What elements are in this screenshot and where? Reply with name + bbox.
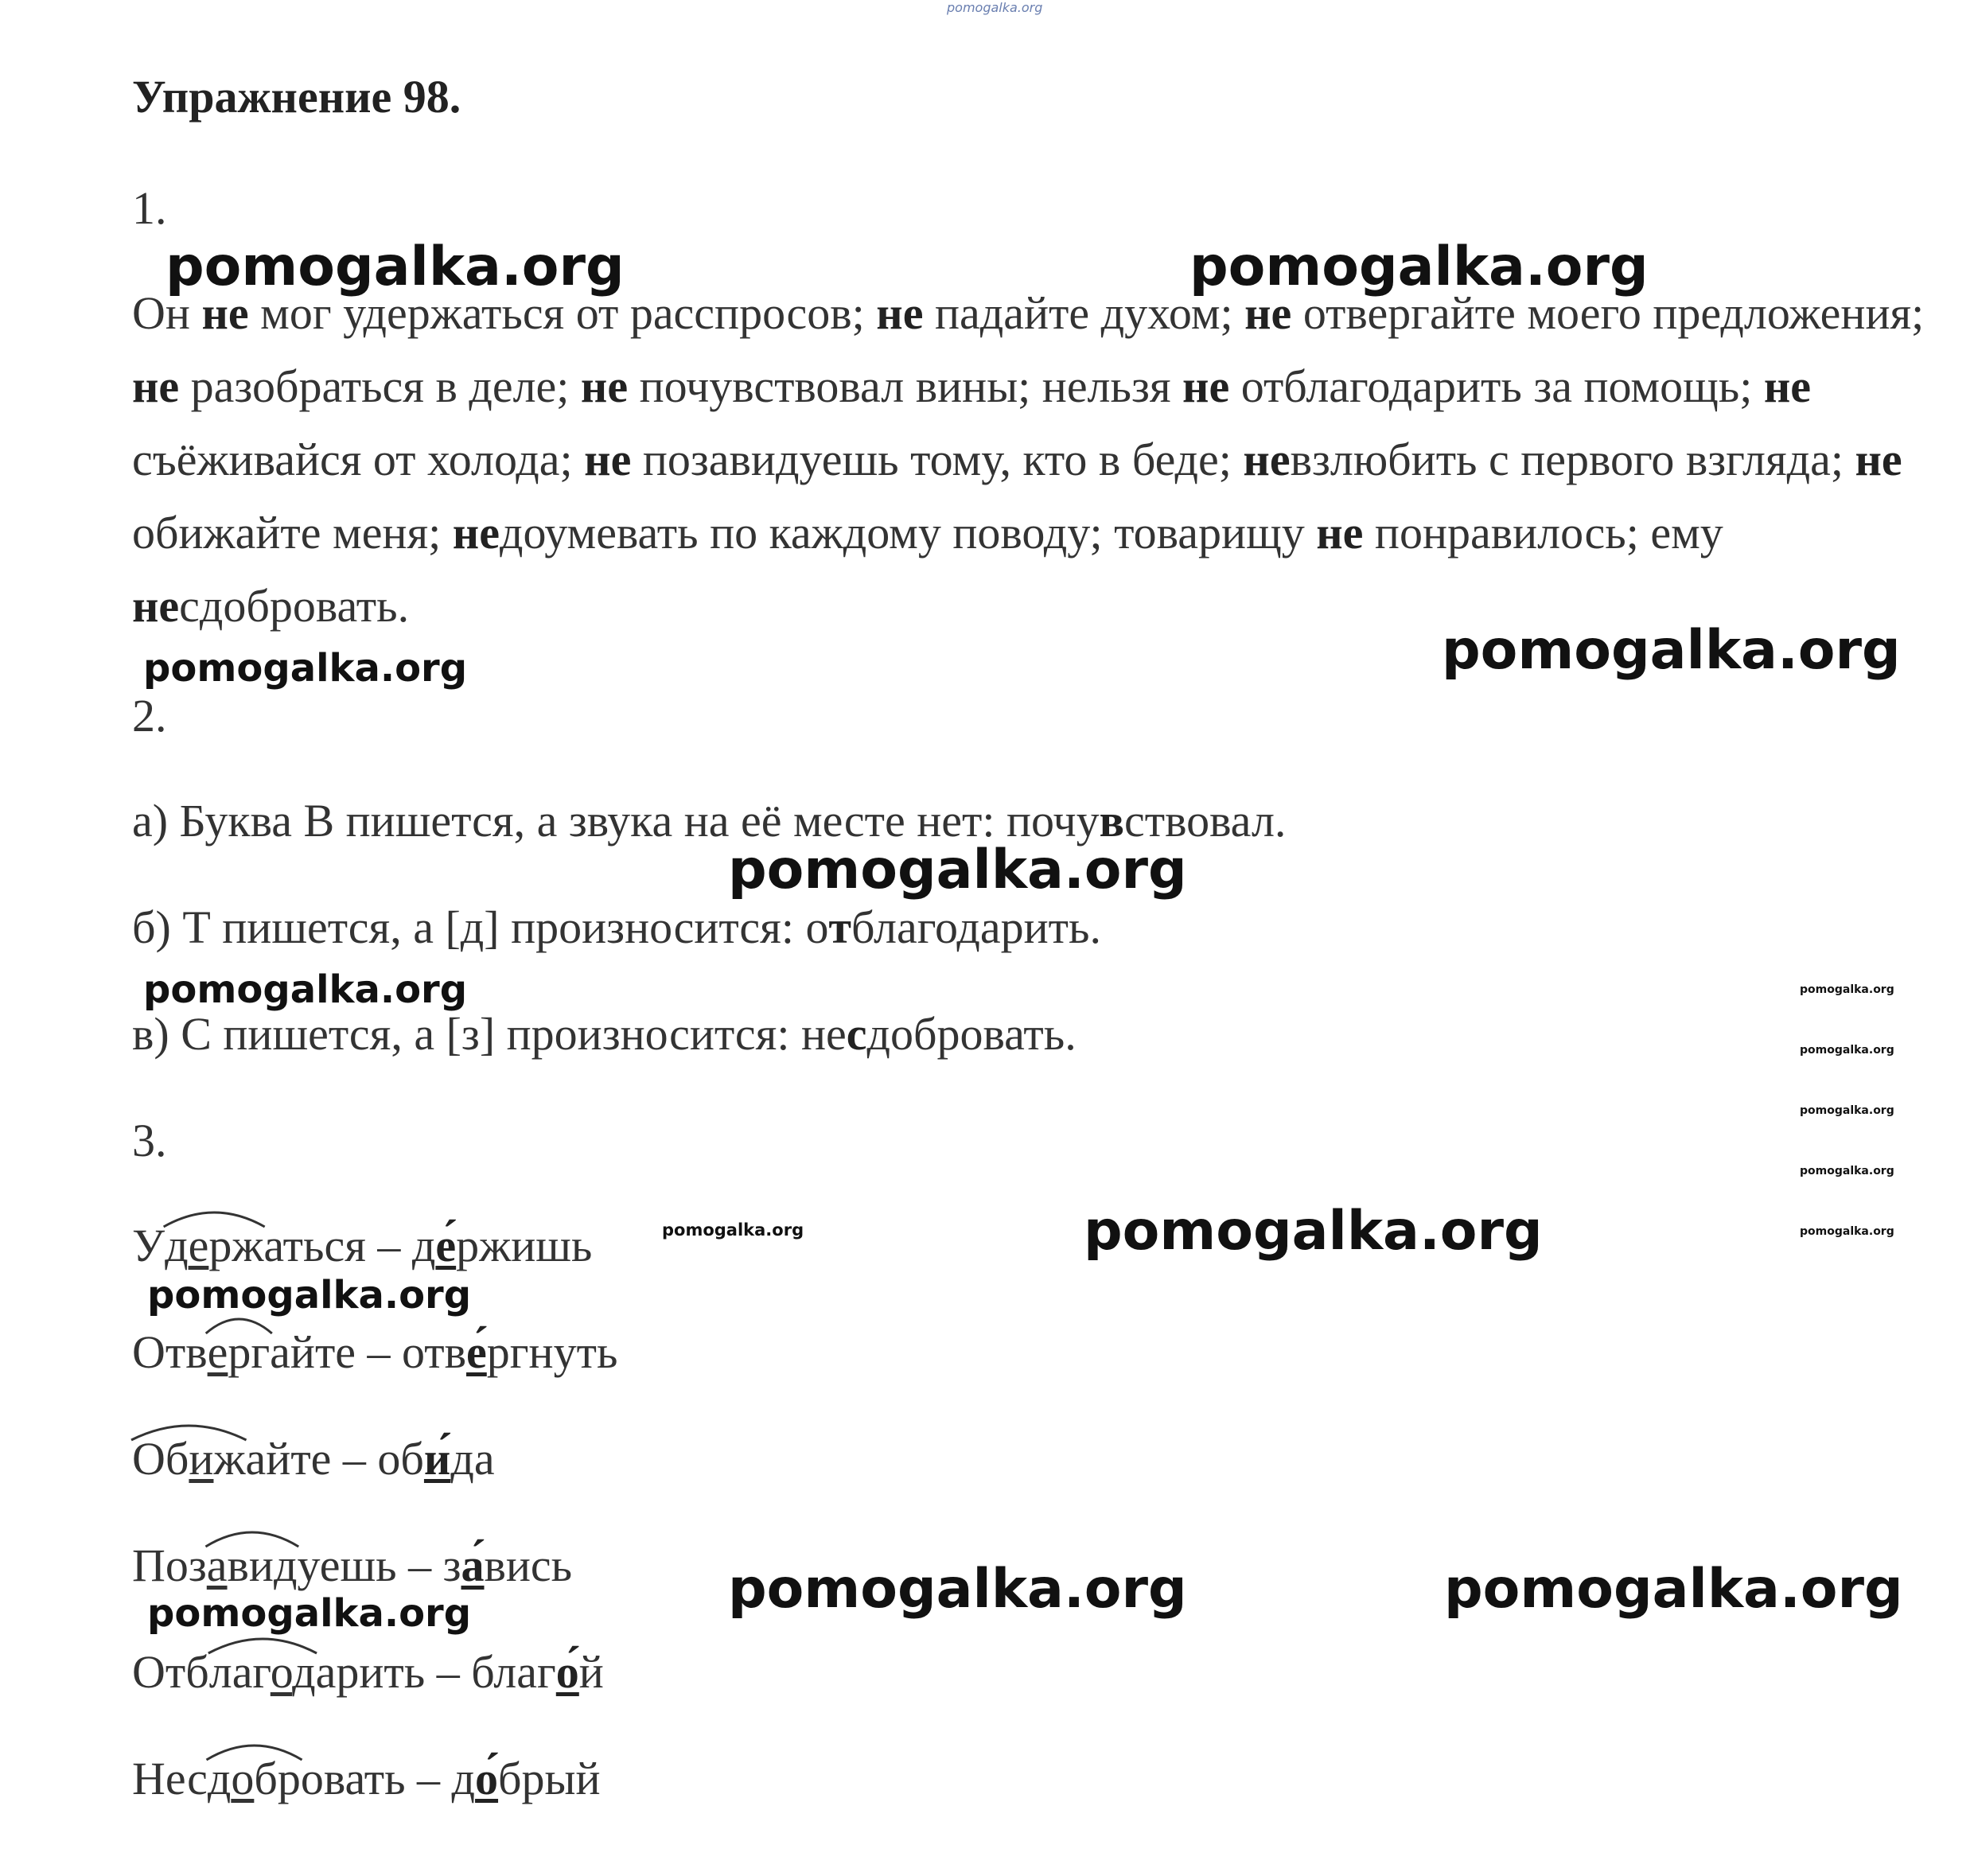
word-ending: айте bbox=[245, 1433, 332, 1485]
watermark: pomogalka.org bbox=[728, 1558, 1187, 1621]
dash: – bbox=[425, 1646, 472, 1698]
dash: – bbox=[331, 1433, 378, 1485]
unstressed-vowel: а bbox=[206, 1539, 228, 1591]
bold-particle: не bbox=[201, 287, 249, 339]
word-ending: аться bbox=[263, 1220, 366, 1271]
text-run: отвергайте моего предложения; bbox=[1291, 287, 1925, 339]
stressed-vowel: е́ bbox=[435, 1220, 457, 1271]
item-b-text: б) Т пишется, а [д] произносится: о bbox=[132, 901, 829, 953]
word-prefix: Нес bbox=[132, 1753, 208, 1804]
word-ending: уешь bbox=[297, 1539, 397, 1591]
word-root bbox=[209, 1645, 316, 1699]
unstressed-vowel: о bbox=[231, 1753, 255, 1804]
watermark: pomogalka.org bbox=[1800, 1044, 1894, 1057]
stressed-vowel: и́ bbox=[423, 1433, 451, 1485]
check-word-end: ргнуть bbox=[486, 1326, 618, 1378]
root-part: ж bbox=[213, 1433, 246, 1485]
dash: – bbox=[356, 1326, 403, 1378]
text-run: доумевать по каждому поводу; товарищу bbox=[499, 507, 1317, 559]
stressed-vowel: о́ bbox=[475, 1753, 499, 1804]
bold-particle: не bbox=[1243, 434, 1291, 485]
root-part: д bbox=[165, 1220, 189, 1271]
bold-particle: не bbox=[1316, 507, 1364, 559]
item-a-tail: ствовал. bbox=[1123, 795, 1287, 847]
dash: – bbox=[365, 1220, 412, 1271]
root-part: рж bbox=[208, 1220, 264, 1271]
check-word-start: об bbox=[377, 1433, 424, 1485]
word-root bbox=[208, 1325, 271, 1379]
watermark: pomogalka.org bbox=[1444, 1558, 1903, 1621]
section-3-number: 3. bbox=[132, 1115, 167, 1166]
text-run: разобраться в деле; bbox=[179, 360, 581, 412]
word-ending: арить bbox=[315, 1646, 426, 1698]
bold-particle: не bbox=[1244, 287, 1292, 339]
bold-particle: не bbox=[1855, 434, 1902, 485]
item-b-tail: благодарить. bbox=[851, 901, 1101, 953]
watermark: pomogalka.org bbox=[1800, 1225, 1894, 1238]
watermark: pomogalka.org bbox=[1189, 235, 1649, 298]
unstressed-vowel: е bbox=[188, 1220, 209, 1271]
text-run: съёживайся от холода; bbox=[132, 434, 585, 485]
text-run: обижайте меня; bbox=[132, 507, 453, 559]
check-word-end: вись bbox=[484, 1539, 573, 1591]
text-run: падайте духом; bbox=[923, 287, 1245, 339]
word-root bbox=[207, 1539, 298, 1592]
check-word-end: брый bbox=[498, 1753, 601, 1804]
text-run: понравилось; ему bbox=[1363, 507, 1723, 559]
unstressed-vowel: и bbox=[189, 1433, 214, 1485]
unstressed-vowel: е bbox=[207, 1326, 228, 1378]
word-prefix: У bbox=[132, 1220, 165, 1271]
word-pair-row bbox=[132, 1752, 601, 1805]
bold-particle: не bbox=[132, 580, 180, 632]
stressed-vowel: о́ bbox=[555, 1646, 579, 1698]
word-pair-row bbox=[132, 1645, 604, 1699]
watermark: pomogalka.org bbox=[143, 967, 468, 1012]
section-1-number: 1. bbox=[132, 182, 167, 234]
check-word-end: ржишь bbox=[456, 1220, 593, 1271]
bold-particle: не bbox=[452, 507, 500, 559]
root-part: д bbox=[207, 1753, 232, 1804]
watermark: pomogalka.org bbox=[1442, 619, 1901, 682]
text-run: мог удержаться от расспросов; bbox=[248, 287, 877, 339]
watermark: pomogalka.org bbox=[1084, 1200, 1543, 1263]
root-part: рг bbox=[228, 1326, 271, 1378]
section-2-item-b bbox=[132, 901, 1101, 954]
bold-particle: не bbox=[132, 360, 180, 412]
bold-particle: не bbox=[876, 287, 924, 339]
text-run: почувствовал вины; нельзя bbox=[628, 360, 1183, 412]
text-run: отблагодарить за помощь; bbox=[1229, 360, 1764, 412]
text-run: взлюбить с первого взгляда; bbox=[1290, 434, 1855, 485]
check-word-start: благ bbox=[471, 1646, 556, 1698]
dash: – bbox=[396, 1539, 443, 1591]
item-b-bold-letter: т bbox=[828, 901, 851, 953]
word-pair-row bbox=[132, 1539, 572, 1592]
root-part: бр bbox=[254, 1753, 301, 1804]
text-run: позавидуешь тому, кто в беде; bbox=[631, 434, 1244, 485]
word-ending: айте bbox=[270, 1326, 356, 1378]
dash: – bbox=[405, 1753, 452, 1804]
text-run: Он bbox=[132, 287, 202, 339]
root-part: Об bbox=[132, 1433, 189, 1485]
stressed-vowel: а́ bbox=[461, 1539, 485, 1591]
word-root bbox=[132, 1432, 246, 1485]
check-word-start: з bbox=[442, 1539, 461, 1591]
item-c-text: в) С пишется, а [з] произносится: не bbox=[132, 1008, 847, 1060]
unstressed-vowel: о bbox=[270, 1646, 293, 1698]
check-word-end: да bbox=[450, 1433, 495, 1485]
item-c-tail: добровать. bbox=[866, 1008, 1077, 1060]
word-prefix: Отв bbox=[132, 1326, 208, 1378]
bold-particle: не bbox=[1763, 360, 1812, 412]
text-run: сдобровать. bbox=[179, 580, 410, 632]
root-part: вид bbox=[227, 1539, 298, 1591]
stressed-vowel: е́ bbox=[466, 1326, 487, 1378]
word-root bbox=[165, 1219, 263, 1272]
item-c-bold-letter: с bbox=[846, 1008, 867, 1060]
item-a-text: а) Буква В пишется, а звука на её месте нет: почу bbox=[132, 795, 1100, 847]
word-pair-row bbox=[132, 1219, 592, 1272]
watermark: pomogalka.org bbox=[147, 1591, 472, 1636]
watermark: pomogalka.org bbox=[1800, 983, 1894, 996]
bold-particle: не bbox=[584, 434, 632, 485]
bold-particle: не bbox=[580, 360, 629, 412]
watermark: pomogalka.org bbox=[147, 1273, 472, 1317]
check-word-start: отв bbox=[402, 1326, 467, 1378]
watermark: pomogalka.org bbox=[662, 1220, 804, 1240]
watermark: pomogalka.org bbox=[1800, 1165, 1894, 1177]
bold-particle: не bbox=[1182, 360, 1230, 412]
watermark: pomogalka.org bbox=[143, 646, 468, 691]
check-word-start: д bbox=[451, 1753, 476, 1804]
word-root bbox=[208, 1752, 301, 1805]
word-prefix: Поз bbox=[132, 1539, 207, 1591]
watermark: pomogalka.org bbox=[728, 839, 1187, 901]
word-pair-row bbox=[132, 1325, 617, 1379]
root-part: лаг bbox=[208, 1646, 271, 1698]
watermark: pomogalka.org bbox=[165, 235, 625, 298]
word-ending: овать bbox=[300, 1753, 406, 1804]
header-watermark: pomogalka.org bbox=[947, 0, 1043, 15]
word-prefix: Отб bbox=[132, 1646, 209, 1698]
watermark: pomogalka.org bbox=[1800, 1104, 1894, 1117]
word-pair-row bbox=[132, 1432, 495, 1485]
section-2-number: 2. bbox=[132, 690, 167, 741]
item-a-bold-letter: в bbox=[1099, 795, 1124, 847]
section-1-paragraph bbox=[132, 277, 1954, 643]
root-part: д bbox=[292, 1646, 316, 1698]
check-word-start: д bbox=[411, 1220, 436, 1271]
exercise-title: Упражнение 98. bbox=[132, 71, 461, 123]
section-2-item-c bbox=[132, 1007, 1077, 1061]
check-word-end: й bbox=[578, 1646, 604, 1698]
